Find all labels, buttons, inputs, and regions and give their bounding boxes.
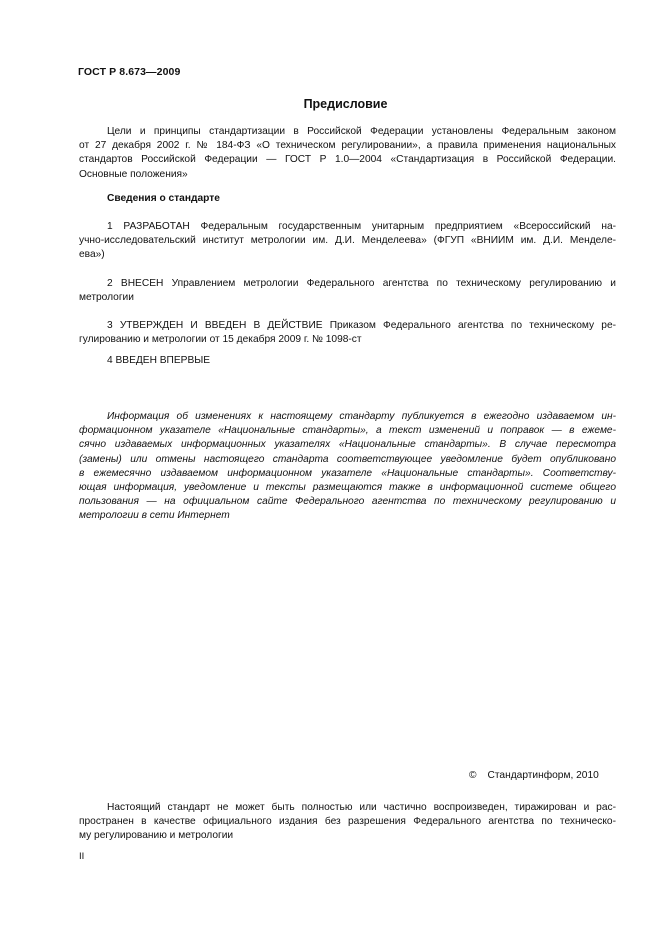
reproduction-line: Настоящий стандарт не может быть полностью или частично воспроизведен, тиражирован и рас- — [107, 802, 616, 813]
page-number: II — [79, 851, 85, 862]
item-line: 3 УТВЕРЖДЕН И ВВЕДЕН В ДЕЙСТВИЕ Приказом Федерального агентства по техническому ре- — [107, 320, 616, 331]
page-title: Предисловие — [303, 97, 388, 111]
item-line: учно-исследовательский институт метрологии им. Д.И. Менделеева» (ФГУП «ВНИИМ им. Д.И. Менделе- — [79, 235, 616, 247]
notice-line: в ежемесячно издаваемом информационном указателе «Национальные стандарты». Соответству- — [79, 467, 616, 479]
item-line: 1 РАЗРАБОТАН Федеральным государственным унитарным предприятием «Всероссийский на- — [107, 221, 616, 232]
notice-line: метрологии в сети Интернет — [79, 510, 230, 522]
standard-code-header: ГОСТ Р 8.673—2009 — [78, 66, 181, 78]
amendments-notice — [79, 410, 616, 524]
notice-line: формационном указателе «Национальные стандарты», а текст изменений и поправок — в ежеме- — [79, 425, 616, 437]
item-line: гулированию и метрологии от 15 декабря 2009 г. № 1098-ст — [79, 334, 362, 346]
notice-line: (замены) или отмены настоящего стандарта соответствующее уведомление будет опубликовано — [79, 453, 616, 465]
item-line: ева») — [79, 249, 105, 261]
item-1 — [79, 220, 616, 263]
reproduction-notice — [79, 801, 616, 844]
intro-line: Цели и принципы стандартизации в Российской Федерации установлены Федеральным законом — [107, 126, 616, 137]
reproduction-line: пространен в качестве официального издания без разрешения Федерального агентства по техническо- — [79, 816, 616, 828]
item-4 — [79, 354, 616, 368]
item-3 — [79, 319, 616, 347]
notice-line: ющая информация, уведомление и тексты размещаются также в информационной системе общего — [79, 482, 616, 494]
item-line: метрологии — [79, 292, 134, 304]
notice-line: пользования — на официальном сайте Федерального агентства по техническому регулированию и — [79, 496, 616, 508]
intro-line: стандартов Российской Федерации — ГОСТ Р 1.0—2004 «Стандартизация в Российской Федерации. — [79, 154, 616, 166]
item-line: 4 ВВЕДЕН ВПЕРВЫЕ — [107, 355, 211, 366]
notice-line: сячно издаваемых информационных указателях «Национальные стандарты». В случае пересмотра — [79, 439, 616, 451]
info-heading: Сведения о стандарте — [107, 193, 220, 204]
notice-line: Информация об изменениях к настоящему стандарту публикуется в ежегодно издаваемом ин- — [107, 411, 616, 422]
copyright-line — [469, 770, 599, 781]
reproduction-line: му регулированию и метрологии — [79, 830, 234, 842]
intro-line: от 27 декабря 2002 г. № 184-ФЗ «О техническом регулировании», а правила применения национальных — [79, 140, 616, 152]
item-2 — [79, 277, 616, 305]
item-line: 2 ВНЕСЕН Управлением метрологии Федерального агентства по техническому регулированию и — [107, 278, 616, 289]
intro-paragraph — [79, 125, 616, 182]
copyright-icon: © — [469, 770, 477, 781]
intro-line: Основные положения» — [79, 168, 188, 180]
copyright-text: Стандартинформ, 2010 — [487, 770, 599, 781]
